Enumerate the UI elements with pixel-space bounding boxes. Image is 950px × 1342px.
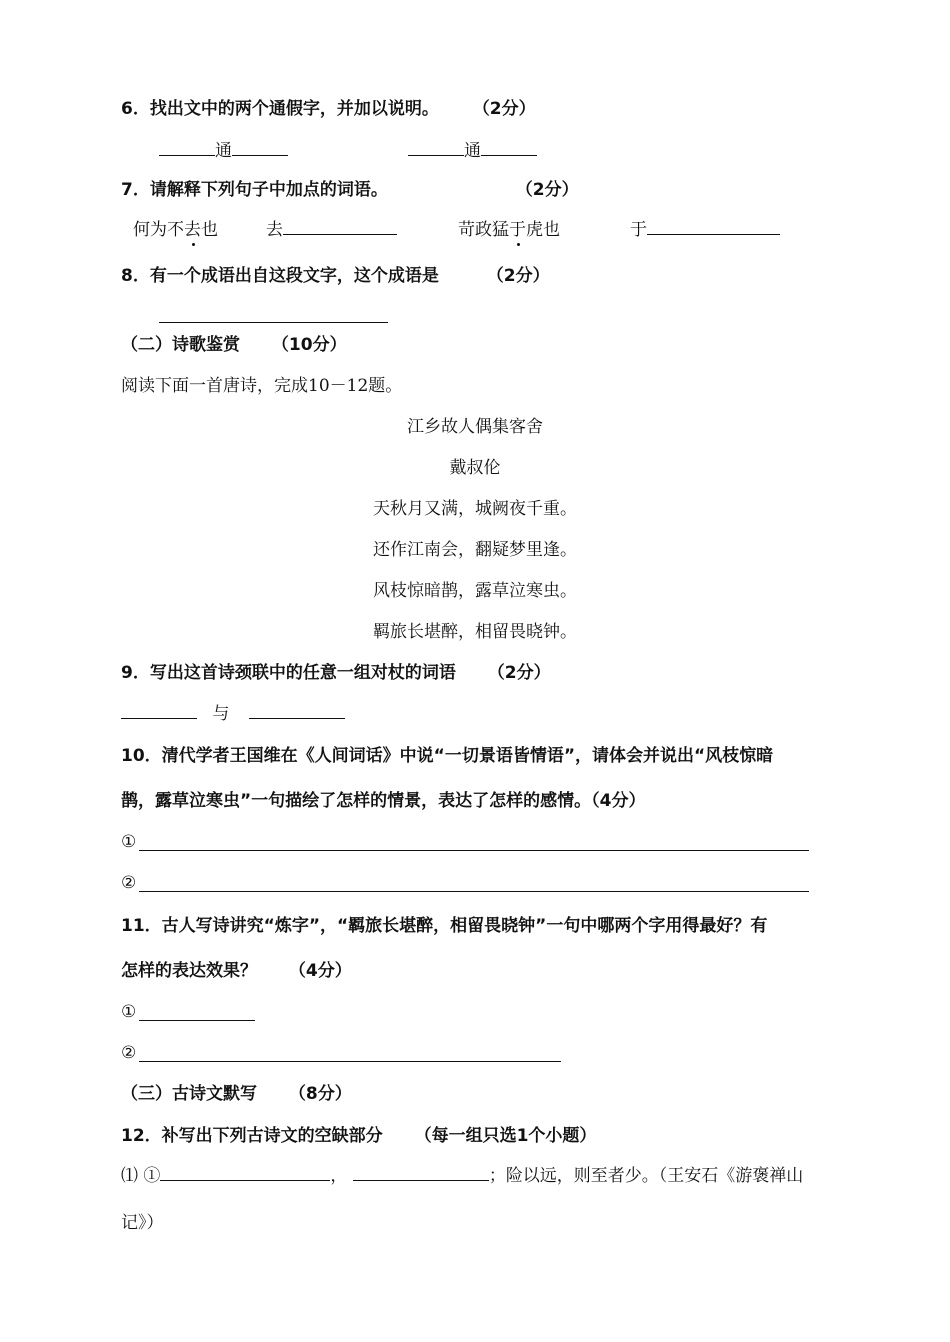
q9-blank-1[interactable] — [121, 702, 197, 719]
q7-word-1: 去 — [266, 220, 283, 240]
q12-question: 12．补写出下列古诗文的空缺部分 — [121, 1126, 383, 1146]
q11-line-1: 11．古人写诗讲究“炼字”，“羁旅长堪醉，相留畏晓钟”一句中哪两个字用得最好？有 — [121, 916, 768, 936]
q11-line-2: 怎样的表达效果？ — [121, 961, 257, 981]
q7-s1-post: 也 — [201, 220, 218, 240]
q12-circle-1: ① — [143, 1166, 161, 1186]
q6-score: （2分） — [472, 99, 536, 119]
poem-author: 戴叔伦 — [449, 458, 501, 478]
q12-blank-1[interactable] — [160, 1164, 330, 1181]
poem-line-1: 天秋月又满，城阙夜千重。 — [373, 499, 577, 519]
q7-s1-pre: 何为不 — [133, 220, 184, 240]
q12-rest-2: 记》） — [121, 1213, 164, 1233]
q7-sentence-2 — [458, 218, 560, 242]
q6-blank-1b[interactable] — [232, 139, 288, 156]
q7-answer-2 — [630, 218, 780, 242]
q9-question: 9．写出这首诗颈联中的任意一组对杖的词语 — [121, 663, 456, 683]
q8-answer-blank[interactable] — [159, 322, 388, 323]
q6-tong-2: 通 — [464, 141, 481, 161]
q12-rest: 险以远，则至者少。（王安石《游褒禅山 — [505, 1166, 804, 1186]
q12-comma: ， — [330, 1166, 348, 1186]
q11-score: （4分） — [288, 961, 352, 981]
q12-blank-2[interactable] — [353, 1164, 489, 1181]
q11-mark-2: ② — [121, 1043, 137, 1063]
q6-answer-row-1 — [159, 139, 288, 163]
q6-text — [121, 97, 536, 121]
q8-score: （2分） — [486, 266, 550, 286]
q7-s2-post: 虎也 — [526, 220, 560, 240]
q7-s2-pre: 苛政猛 — [458, 220, 509, 240]
poem-intro: 阅读下面一首唐诗，完成10－12题。 — [121, 376, 403, 396]
poem-line-2: 还作江南会，翻疑梦里逢。 — [373, 540, 577, 560]
q7-s2-dot-word: 于 — [509, 220, 526, 240]
q7-answer-1 — [266, 218, 397, 242]
q10-line-1: 10．清代学者王国维在《人间词话》中说“一切景语皆情语”，请体会并说出“风枝惊暗 — [121, 746, 774, 766]
section-3-score: （8分） — [288, 1084, 352, 1104]
q12-note: （每一组只选1个小题） — [414, 1126, 597, 1146]
q9-score: （2分） — [487, 663, 551, 683]
poem-line-4: 羁旅长堪醉，相留畏晓钟。 — [373, 622, 577, 642]
q7-text — [121, 178, 579, 202]
section-2-heading — [121, 333, 347, 357]
section-3-heading — [121, 1082, 352, 1106]
q9-yu: 与 — [212, 704, 230, 724]
q11-answer-line-2[interactable] — [139, 1061, 561, 1062]
q6-question: 6．找出文中的两个通假字，并加以说明。 — [121, 99, 439, 119]
section-3-title: （三）古诗文默写 — [121, 1084, 257, 1104]
q7-word-2: 于 — [630, 220, 647, 240]
q7-blank-2[interactable] — [647, 218, 780, 235]
q12-semicolon: ； — [488, 1166, 506, 1186]
section-2-score: （10分） — [271, 335, 347, 355]
q11-mark-1: ① — [121, 1002, 137, 1022]
poem-title: 江乡故人偶集客舍 — [407, 417, 543, 437]
q6-answer-row-2 — [408, 139, 537, 163]
q8-text — [121, 264, 550, 288]
q9-blank-2[interactable] — [249, 702, 345, 719]
q7-s1-dot-word: 去 — [184, 220, 201, 240]
q12-item-1 — [121, 1164, 803, 1188]
q6-blank-1a[interactable] — [159, 139, 215, 156]
q12-item-number: ⑴ — [121, 1166, 138, 1186]
q10-line-2: 鹊，露草泣寒虫”一句描绘了怎样的情景，表达了怎样的感情。（4分） — [121, 791, 646, 811]
q10-mark-1: ① — [121, 832, 137, 852]
q11-answer-line-1[interactable] — [139, 1020, 255, 1021]
q8-question: 8．有一个成语出自这段文字，这个成语是 — [121, 266, 439, 286]
q10-answer-line-2[interactable] — [139, 891, 809, 892]
q10-mark-2: ② — [121, 873, 137, 893]
q7-blank-1[interactable] — [283, 218, 397, 235]
q12-text — [121, 1124, 596, 1148]
q11-line-2-row — [121, 959, 352, 983]
poem-line-3: 风枝惊暗鹊，露草泣寒虫。 — [373, 581, 577, 601]
section-2-title: （二）诗歌鉴赏 — [121, 335, 240, 355]
q6-blank-2b[interactable] — [481, 139, 537, 156]
q7-question: 7．请解释下列句子中加点的词语。 — [121, 180, 388, 200]
q9-text — [121, 661, 551, 685]
q9-answer-row — [121, 702, 345, 726]
q6-tong-1: 通 — [215, 141, 232, 161]
q10-answer-line-1[interactable] — [139, 850, 809, 851]
q7-score: （2分） — [515, 180, 579, 200]
q7-sentence-1 — [133, 218, 218, 242]
q6-blank-2a[interactable] — [408, 139, 464, 156]
